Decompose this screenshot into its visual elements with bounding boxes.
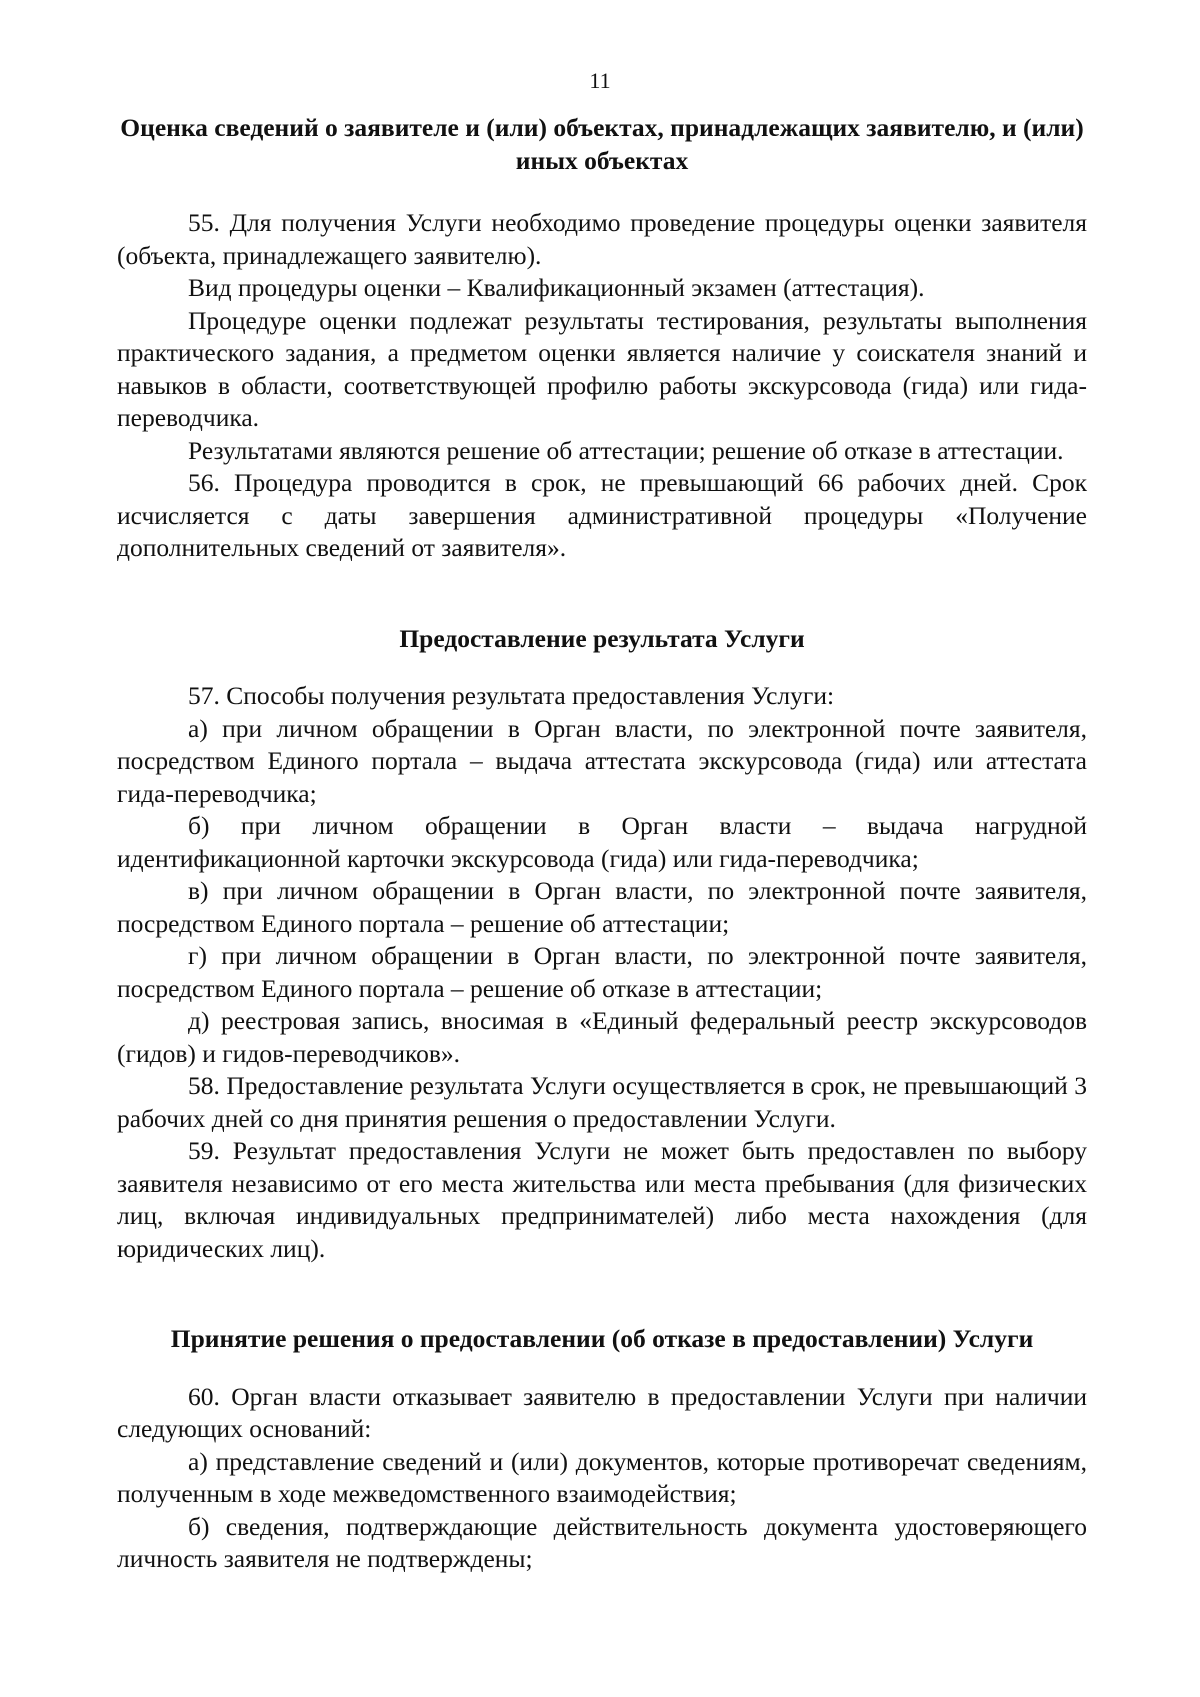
paragraph-assessment-type: Вид процедуры оценки – Квалификационный экзамен (аттестация). bbox=[188, 273, 925, 302]
paragraph-assessment-results: Результатами являются решение об аттестации; решение об отказе в аттестации. bbox=[188, 435, 1064, 465]
paragraph-57-v: в) при личном обращении в Орган власти, по электронной почте заявителя, посредством Единого портала – решение об аттестации; bbox=[117, 876, 1087, 938]
paragraph-55: 55. Для получения Услуги необходимо проведение процедуры оценки заявителя (объекта, принадлежащего заявителю). bbox=[117, 208, 1087, 270]
paragraph-56: 56. Процедура проводится в срок, не превышающий 66 рабочих дней. Срок исчисляется с даты завершения административной процедуры «Получение дополнительных сведений от заявителя». bbox=[117, 468, 1087, 562]
paragraph-57: 57. Способы получения результата предоставления Услуги: bbox=[188, 681, 835, 710]
paragraph-57-a: а) при личном обращении в Орган власти, по электронной почте заявителя, посредством Единого портала – выдача аттестата экскурсовода (гида) или аттестата гида-переводчика; bbox=[117, 713, 1087, 808]
paragraph-60: 60. Орган власти отказывает заявителю в предоставлении Услуги при наличии следующих оснований: bbox=[117, 1381, 1087, 1443]
paragraph-59: 59. Результат предоставления Услуги не может быть предоставлен по выбору заявителя независимо от его места жительства или места пребывания (для физических лиц, включая индивидуальных предпринимателей) либо места нахождения (для юридических лиц). bbox=[117, 1136, 1087, 1263]
document-body bbox=[117, 112, 1087, 1576]
section-heading-decision: Принятие решения о предоставлении (об отказе в предоставлении) Услуги bbox=[170, 1324, 1034, 1353]
paragraph-60-a: а) представление сведений и (или) документов, которые противоречат сведениям, полученным в ходе межведомственного взаимодействия; bbox=[117, 1446, 1087, 1508]
paragraph-57-d: д) реестровая запись, вносимая в «Единый федеральный реестр экскурсоводов (гидов) и гидов-переводчиков». bbox=[117, 1006, 1087, 1068]
page-number: 11 bbox=[589, 68, 611, 93]
paragraph-58: 58. Предоставление результата Услуги осуществляется в срок, не превышающий 3 рабочих дней со дня принятия решения о предоставлении Услуги. bbox=[117, 1071, 1087, 1133]
paragraph-57-b: б) при личном обращении в Орган власти – выдача нагрудной идентификационной карточки экскурсовода (гида) или гида-переводчика; bbox=[117, 811, 1087, 873]
paragraph-assessment-subject: Процедуре оценки подлежат результаты тестирования, результаты выполнения практического задания, а предметом оценки является наличие у соискателя знаний и навыков в области, соответствующей профилю работы экскурсовода (гида) или гида-переводчика. bbox=[117, 305, 1087, 432]
paragraph-57-g: г) при личном обращении в Орган власти, по электронной почте заявителя, посредством Единого портала – решение об отказе в аттестации; bbox=[117, 941, 1087, 1003]
section-heading-assessment: Оценка сведений о заявителе и (или) объектах, принадлежащих заявителю, и (или) иных объектах bbox=[120, 113, 1084, 175]
section-heading-result-delivery: Предоставление результата Услуги bbox=[399, 623, 805, 653]
paragraph-60-b: б) сведения, подтверждающие действительность документа удостоверяющего личность заявителя не подтверждены; bbox=[117, 1511, 1087, 1573]
